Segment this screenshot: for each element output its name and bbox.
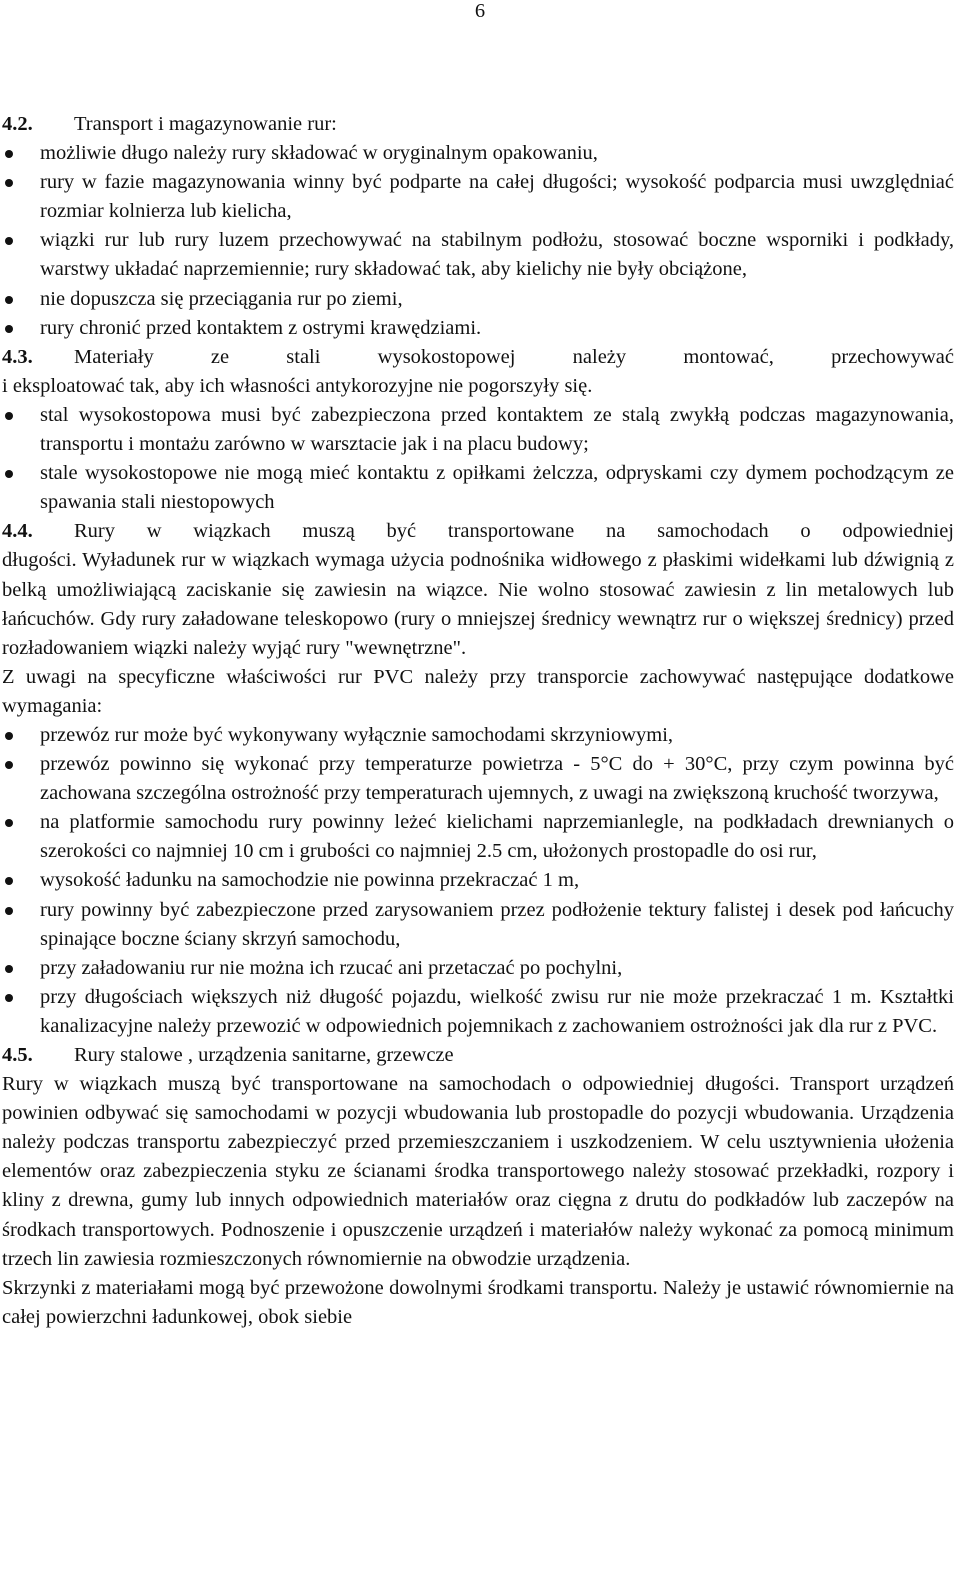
section-number: 4.3.: [2, 345, 33, 368]
section-4-2-heading: [2, 110, 954, 139]
list-item: nie dopuszcza się przeciągania rur po ziemi,: [2, 285, 954, 314]
list-item: stale wysokostopowe nie mogą mieć kontaktu z opiłkami żelczza, odpryskami czy dymem pochodzącym ze spawania stali niestopowych: [2, 459, 954, 517]
section-title: Transport i magazynowanie rur:: [74, 113, 337, 135]
list-item: przy długościach większych niż długość pojazdu, wielkość zwisu rur nie może przekraczać 1 m. Kształtki kanalizacyjne należy przewozić w odpowiednich pojemnikach z zachowaniem ostrożności jak dla rur z PVC.: [2, 983, 954, 1041]
section-4-4-heading: [2, 517, 954, 546]
list-item: stal wysokostopowa musi być zabezpieczona przed kontaktem ze stalą zwykłą podczas magazynowania, transportu i montażu zarówno w warsztacie jak i na placu budowy;: [2, 401, 954, 459]
document-body: [2, 110, 954, 1332]
list-item: rury chronić przed kontaktem z ostrymi krawędziami.: [2, 314, 954, 343]
section-number: 4.2.: [2, 113, 33, 135]
pvc-intro-paragraph: Z uwagi na specyficzne właściwości rur PVC należy przy transporcie zachowywać następujące dodatkowe wymagania:: [2, 665, 954, 717]
list-item: przewóz powinno się wykonać przy temperaturze powietrza - 5°C do + 30°C, przy czym powinna być zachowana szczególna ostrożność przy temperaturach ujemnych, z uwagi na zwiększoną kruchość tworzywa,: [2, 750, 954, 808]
list-item: rury w fazie magazynowania winny być podparte na całej długości; wysokość podparcia musi uwzględniać rozmiar kolnierza lub kielicha,: [2, 168, 954, 226]
section-4-2-list: [2, 139, 954, 343]
section-number: 4.4.: [2, 520, 33, 543]
section-paragraph: długości. Wyładunek rur w wiązkach wymaga użycia podnośnika widłowego z płaskimi widełkami lub dźwignią z belką umożliwiającą zaciskanie się zawiesin na wiązce. Nie wolno stosować zawiesin z lin metalowych lub łańcuchów. Gdy rury załadowane teleskopowo (rury o mniejszej średnicy wewnątrz rur o większej średnicy) przed rozładowaniem wiązki należy wyjąć rury "wewnętrzne".: [2, 549, 954, 659]
section-4-3-list: [2, 401, 954, 517]
list-item: przy załadowaniu rur nie można ich rzucać ani przetaczać po pochylni,: [2, 954, 954, 983]
list-item: możliwie długo należy rury składować w oryginalnym opakowaniu,: [2, 139, 954, 168]
list-item: przewóz rur może być wykonywany wyłącznie samochodami skrzyniowymi,: [2, 721, 954, 750]
list-item: na platformie samochodu rury powinny leżeć kielichami naprzemianlegle, na podkładach drewnianych o szerokości co najmniej 10 cm i grubości co najmniej 2.5 cm, ułożonych prostopadle do osi rur,: [2, 808, 954, 866]
section-title: Rury w wiązkach muszą być transportowane na samochodach o odpowiedniej: [74, 520, 954, 543]
section-title: Materiały ze stali wysokostopowej należy montować, przechowywać: [74, 345, 954, 368]
page-number: 6: [474, 0, 486, 22]
section-4-5-heading: [2, 1041, 954, 1070]
section-paragraph: Rury w wiązkach muszą być transportowane na samochodach o odpowiedniej długości. Transport urządzeń powinien odbywać się samochodami w pozycji wbudowania lub prostopadle do pozycji wbudowania. Urządzenia należy podczas transportu zabezpieczyć przed przemieszczaniem i uszkodzeniem. W celu usztywnienia ułożenia elementów oraz zabezpieczenia styku ze ścianami środka transportowego należy stosować przekładki, rozpory i kliny z drewna, gumy lub innych odpowiednich materiałów oraz cięgna z drutu do podkładów lub zaczepów na środkach transportowych. Podnoszenie i opuszczenie urządzeń i materiałów należy wykonać za pomocą minimum trzech lin zawiesia rozmieszczonych równomiernie na obwodzie urządzenia.: [2, 1073, 954, 1270]
section-paragraph-truncated: Skrzynki z materiałami mogą być przewożone dowolnymi środkami transportu. Należy je ustawić równomiernie na całej powierzchni ładunkowej, obok siebie: [2, 1276, 954, 1328]
list-item: wiązki rur lub rury luzem przechowywać na stabilnym podłożu, stosować boczne wsporniki i podkłady, warstwy układać naprzemiennie; rury składować tak, aby kielichy nie były obciążone,: [2, 226, 954, 284]
list-item: wysokość ładunku na samochodzie nie powinna przekraczać 1 m,: [2, 866, 954, 895]
section-title-continuation: i eksploatować tak, aby ich własności antykorozyjne nie pogorszyły się.: [2, 374, 593, 397]
list-item: rury powinny być zabezpieczone przed zarysowaniem przez podłożenie tektury falistej i desek pod łańcuchy spinające boczne ściany skrzyń samochodu,: [2, 896, 954, 954]
section-4-3-heading: [2, 343, 954, 372]
section-number: 4.5.: [2, 1044, 33, 1066]
pvc-requirements-list: [2, 721, 954, 1041]
section-title: Rury stalowe , urządzenia sanitarne, grzewcze: [74, 1044, 454, 1066]
